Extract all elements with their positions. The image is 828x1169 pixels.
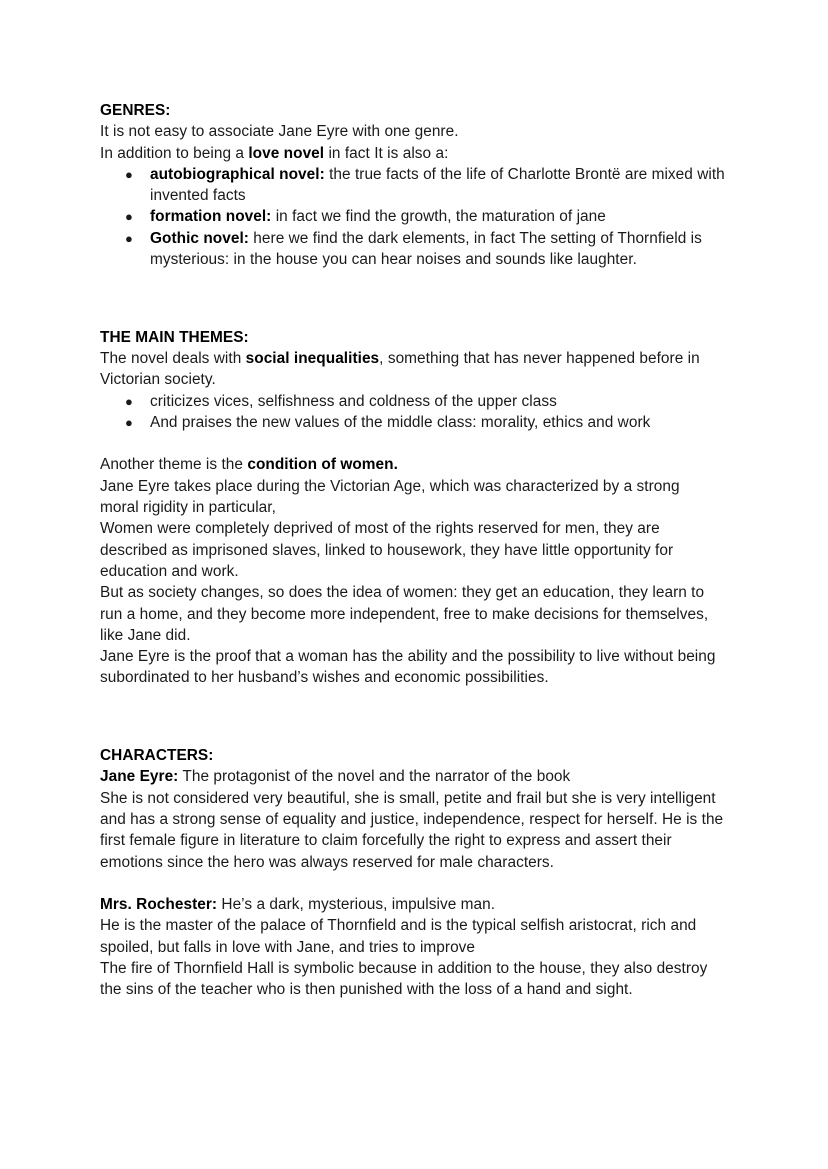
spacer: [100, 689, 740, 724]
genre-term: formation novel:: [150, 208, 272, 226]
bullet-icon: ●: [125, 166, 133, 182]
genres-heading: GENRES:: [100, 102, 171, 119]
characters-section: [100, 745, 740, 1001]
themes-paragraph-1: [100, 348, 700, 391]
social-inequalities-term: social inequalities: [245, 349, 380, 367]
text: in fact It is also a:: [324, 144, 449, 162]
document-page: [100, 100, 740, 1001]
spacer: [100, 305, 740, 326]
character-name: Mrs. Rochester:: [100, 896, 218, 914]
text: Another theme is the: [100, 456, 248, 474]
list-item: [100, 391, 740, 412]
spacer: [100, 873, 740, 894]
list-item: [100, 164, 725, 207]
theme-item-text: criticizes vices, selfishness and coldness of the upper class: [150, 392, 557, 410]
characters-heading: CHARACTERS:: [100, 747, 214, 765]
theme-item-text: And praises the new values of the middle class: morality, ethics and work: [150, 413, 651, 431]
genre-desc: here we find the dark elements, in fact The setting of Thornfield is mysterious: in the house you can hear noises and sounds like laughter.: [150, 229, 702, 269]
themes-paragraph-3: Jane Eyre takes place during the Victorian Age, which was characterized by a strong moral rigidity in particular,: [100, 477, 680, 517]
love-novel-term: love novel: [248, 144, 325, 162]
genres-intro: It is not easy to associate Jane Eyre with one genre.: [100, 123, 459, 141]
bullet-icon: ●: [125, 209, 133, 225]
text: He’s a dark, mysterious, impulsive man.: [217, 896, 496, 914]
bullet-icon: ●: [125, 230, 133, 246]
text: , something that has never happened before in Victorian society.: [100, 349, 700, 389]
character-name: Jane Eyre:: [100, 768, 179, 786]
themes-paragraph-5: But as society changes, so does the idea of women: they get an education, they learn to run a home, and they become more independent, free to make decisions for themselves, like Jane did.: [100, 584, 709, 644]
text: The novel deals with: [100, 349, 246, 367]
jane-eyre-intro: [100, 766, 740, 787]
themes-section: [100, 327, 740, 689]
spacer: [100, 724, 740, 745]
list-item: [100, 412, 740, 433]
themes-heading: THE MAIN THEMES:: [100, 328, 249, 346]
rochester-description-1: He is the master of the palace of Thornfield and is the typical selfish aristocrat, rich and spoiled, but falls in love with Jane, and tries to improve: [100, 917, 697, 956]
themes-paragraph-6: Jane Eyre is the proof that a woman has the ability and the possibility to live without being subordinated to her husband’s wishes and economic possibilities.: [100, 648, 716, 687]
genre-desc: in fact we find the growth, the maturation of jane: [271, 208, 606, 226]
genre-term: autobiographical novel:: [150, 165, 325, 183]
genre-term: Gothic novel:: [150, 229, 249, 247]
genres-section: [100, 100, 740, 270]
bullet-icon: ●: [125, 414, 133, 430]
spacer: [100, 433, 740, 454]
jane-eyre-description: She is not considered very beautiful, she is small, petite and frail but she is very intelligent and has a strong sense of equality and justice, independence, respect for herself. He is the first female figure in literature to claim forcefully the right to express and assert their emotions since the hero was always reserved for male characters.: [100, 789, 724, 871]
genres-intro-2: [100, 143, 740, 164]
genres-list: [100, 164, 740, 270]
text: The protagonist of the novel and the narrator of the book: [178, 768, 571, 786]
list-item: [100, 206, 740, 227]
genre-desc: the true facts of the life of Charlotte Brontë are mixed with invented facts: [150, 165, 725, 205]
rochester-intro: [100, 894, 740, 915]
spacer: [100, 270, 740, 305]
bullet-icon: ●: [125, 393, 133, 409]
rochester-description-2: The fire of Thornfield Hall is symbolic because in addition to the house, they also destroy the sins of the teacher who is then punished with the loss of a hand and sight.: [100, 959, 708, 999]
text: In addition to being a: [100, 144, 249, 162]
condition-of-women-term: condition of women.: [247, 456, 398, 474]
themes-paragraph-2: [100, 454, 740, 475]
list-item: [100, 228, 725, 271]
themes-paragraph-4: Women were completely deprived of most of the rights reserved for men, they are described as imprisoned slaves, linked to housework, they have little opportunity for education and work.: [100, 520, 674, 580]
themes-list: [100, 391, 740, 434]
